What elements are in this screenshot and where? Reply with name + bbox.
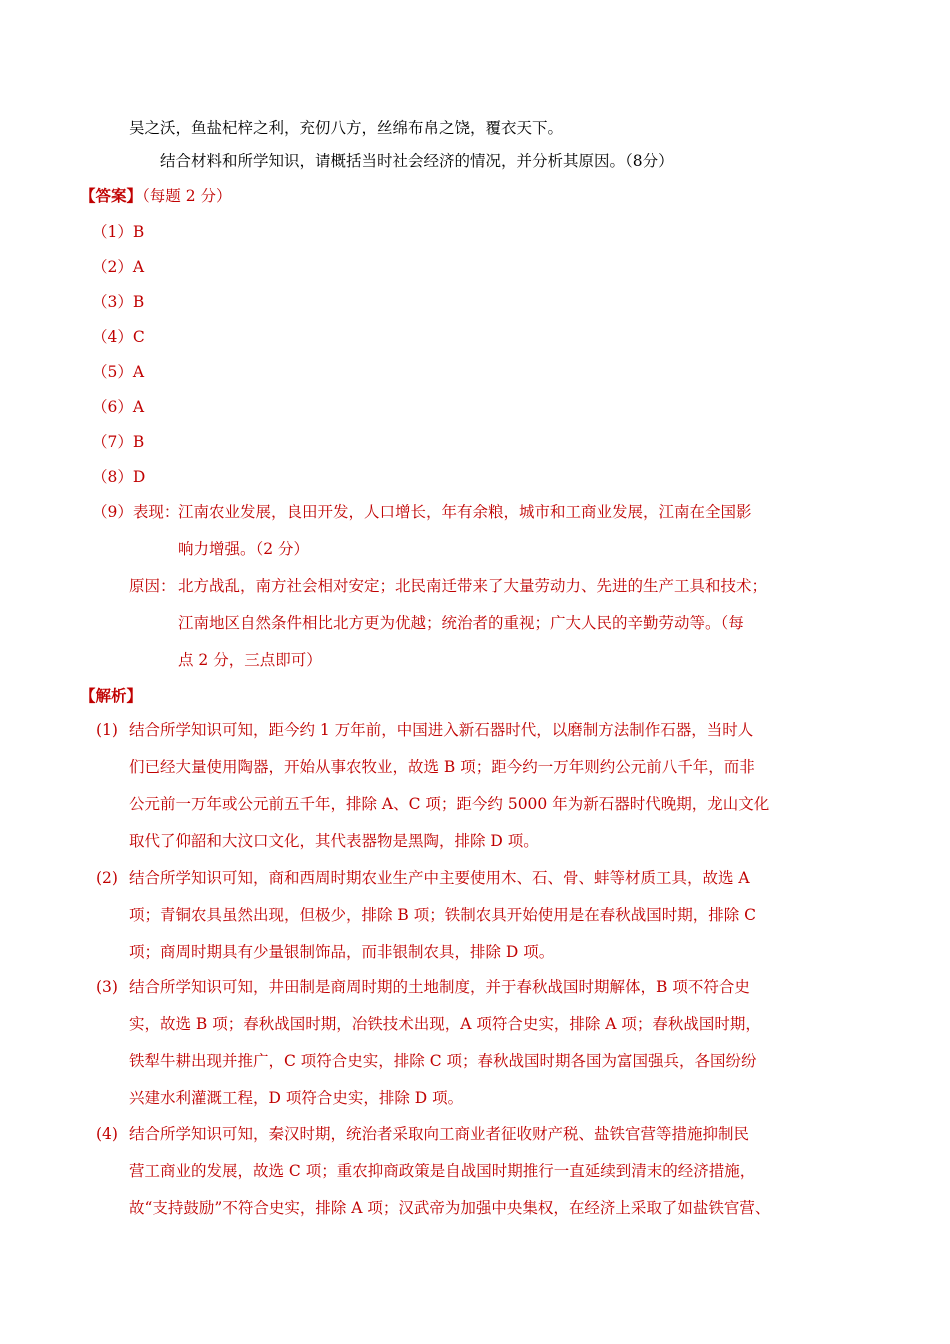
analysis-q1-line: 公元前一万年或公元前五千年，排除 A、C 项；距今约 5000 年为新石器时代晚期，龙山文化 <box>129 795 770 813</box>
answer-item: （3）B <box>92 293 145 311</box>
analysis-q1-number: (1) <box>96 721 118 739</box>
answer-item: （8）D <box>92 468 146 486</box>
answer-header-row <box>80 186 231 206</box>
analysis-q2-line: 项；青铜农具虽然出现，但极少，排除 B 项；铁制农具开始使用是在春秋战国时期，排除 C <box>129 906 757 924</box>
q9-biaoxian-line: 响力增强。（2 分） <box>178 540 310 558</box>
q9-yuanyin-line: 北方战乱，南方社会相对安定；北民南迁带来了大量劳动力、先进的生产工具和技术； <box>178 577 768 595</box>
answer-item: （2）A <box>92 258 145 276</box>
q9-biaoxian-label: （9）表现： <box>92 503 180 521</box>
answer-item: （4）C <box>92 328 145 346</box>
q9-yuanyin-line: 江南地区自然条件相比北方更为优越；统治者的重视；广大人民的辛勤劳动等。（每 <box>178 614 744 632</box>
analysis-q4-number: (4) <box>96 1125 118 1143</box>
analysis-q1-line: 取代了仰韶和大汶口文化，其代表器物是黑陶，排除 D 项。 <box>129 832 539 850</box>
analysis-q2-line: 项；商周时期具有少量银制饰品，而非银制农具，排除 D 项。 <box>129 943 555 961</box>
analysis-header: 【解析】 <box>80 686 143 705</box>
question-text: 结合材料和所学知识，请概括当时社会经济的情况，并分析其原因。（8分） <box>160 152 674 170</box>
analysis-q3-line: 实，故选 B 项；春秋战国时期，冶铁技术出现，A 项符合史实，排除 A 项；春秋战国时期， <box>129 1015 761 1033</box>
analysis-q3-line: 铁犁牛耕出现并推广，C 项符合史实，排除 C 项；春秋战国时期各国为富国强兵，各国纷纷 <box>129 1052 757 1070</box>
analysis-q4-line: 故“支持鼓励”不符合史实，排除 A 项；汉武帝为加强中央集权，在经济上采取了如盐铁官营、 <box>129 1199 771 1217</box>
q9-biaoxian-line: 江南农业发展，良田开发，人口增长，年有余粮，城市和工商业发展，江南在全国影 <box>178 503 752 521</box>
analysis-q3-line: 结合所学知识可知，井田制是商周时期的土地制度，并于春秋战国时期解体，B 项不符合史 <box>129 978 750 996</box>
q9-yuanyin-line: 点 2 分，三点即可） <box>178 651 322 669</box>
answer-note: （每题 2 分） <box>142 187 232 205</box>
answer-item: （6）A <box>92 398 145 416</box>
material-line: 吴之沃，鱼盐杞梓之利，充仞八方，丝绵布帛之饶，覆衣天下。 <box>129 119 564 137</box>
analysis-q1-line: 结合所学知识可知，距今约 1 万年前，中国进入新石器时代，以磨制方法制作石器，当时人 <box>129 721 754 739</box>
analysis-q1-line: 们已经大量使用陶器，开始从事农牧业，故选 B 项；距今约一万年则约公元前八千年，而非 <box>129 758 755 776</box>
analysis-q3-number: (3) <box>96 978 118 996</box>
analysis-q4-line: 营工商业的发展，故选 C 项；重农抑商政策是自战国时期推行一直延续到清末的经济措施， <box>129 1162 756 1180</box>
analysis-q2-line: 结合所学知识可知，商和西周时期农业生产中主要使用木、石、骨、蚌等材质工具，故选 A <box>129 869 750 887</box>
answer-item: （7）B <box>92 433 145 451</box>
analysis-q3-line: 兴建水利灌溉工程，D 项符合史实，排除 D 项。 <box>129 1089 464 1107</box>
answer-header: 【答案】 <box>80 186 143 205</box>
analysis-q2-number: (2) <box>96 869 118 887</box>
q9-yuanyin-label: 原因： <box>129 577 176 595</box>
answer-item: （1）B <box>92 223 145 241</box>
answer-item: （5）A <box>92 363 145 381</box>
analysis-q4-line: 结合所学知识可知，秦汉时期，统治者采取向工商业者征收财产税、盐铁官营等措施抑制民 <box>129 1125 750 1143</box>
